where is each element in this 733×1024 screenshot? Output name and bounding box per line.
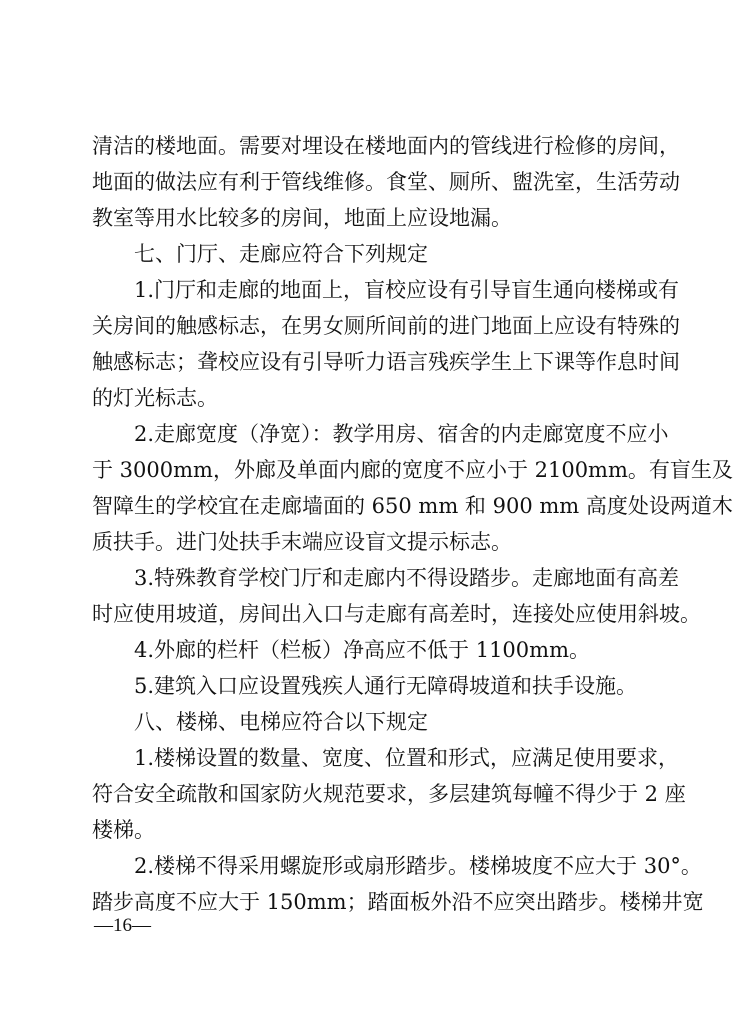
text-line: 于 3000mm，外廊及单面内廊的宽度不应小于 2100mm。有盲生及 [92,458,733,482]
text-line: 触感标志；聋校应设有引导听力语言残疾学生上下课等作息时间 [92,350,680,374]
text-line: 智障生的学校宜在走廊墙面的 650 mm 和 900 mm 高度处设两道木 [92,494,733,518]
text-line: 楼梯。 [92,818,155,842]
text-line: 时应使用坡道，房间出入口与走廊有高差时，连接处应使用斜坡。 [92,602,701,626]
text-line: 踏步高度不应大于 150mm；踏面板外沿不应突出踏步。楼梯井宽 [92,890,704,914]
text-line: 1.门厅和走廊的地面上，盲校应设有引导盲生通向楼梯或有 [134,278,680,302]
text-line: 4.外廊的栏杆（栏板）净高应不低于 1100mm。 [134,638,590,662]
text-line: 5.建筑入口应设置残疾人通行无障碍坡道和扶手设施。 [134,674,638,698]
text-line: 的灯光标志。 [92,386,218,410]
text-line: 2.走廊宽度（净宽）：教学用房、宿舍的内走廊宽度不应小 [134,422,669,446]
text-line: 教室等用水比较多的房间，地面上应设地漏。 [92,206,512,230]
text-line: 符合安全疏散和国家防火规范要求，多层建筑每幢不得少于 2 座 [92,782,686,806]
text-line: 1.楼梯设置的数量、宽度、位置和形式，应满足使用要求， [134,746,680,770]
section-heading: 八、楼梯、电梯应符合以下规定 [134,710,428,734]
text-line: 关房间的触感标志，在男女厕所间前的进门地面上应设有特殊的 [92,314,680,338]
text-line: 质扶手。进门处扶手末端应设盲文提示标志。 [92,530,512,554]
text-line: 3.特殊教育学校门厅和走廊内不得设踏步。走廊地面有高差 [134,566,680,590]
text-line: 地面的做法应有利于管线维修。食堂、厕所、盥洗室，生活劳动 [92,170,680,194]
text-line: 清洁的楼地面。需要对埋设在楼地面内的管线进行检修的房间， [92,134,680,158]
section-heading: 七、门厅、走廊应符合下列规定 [134,242,428,266]
page-number: —16— [94,915,151,936]
text-line: 2.楼梯不得采用螺旋形或扇形踏步。楼梯坡度不应大于 30°。 [134,854,702,878]
